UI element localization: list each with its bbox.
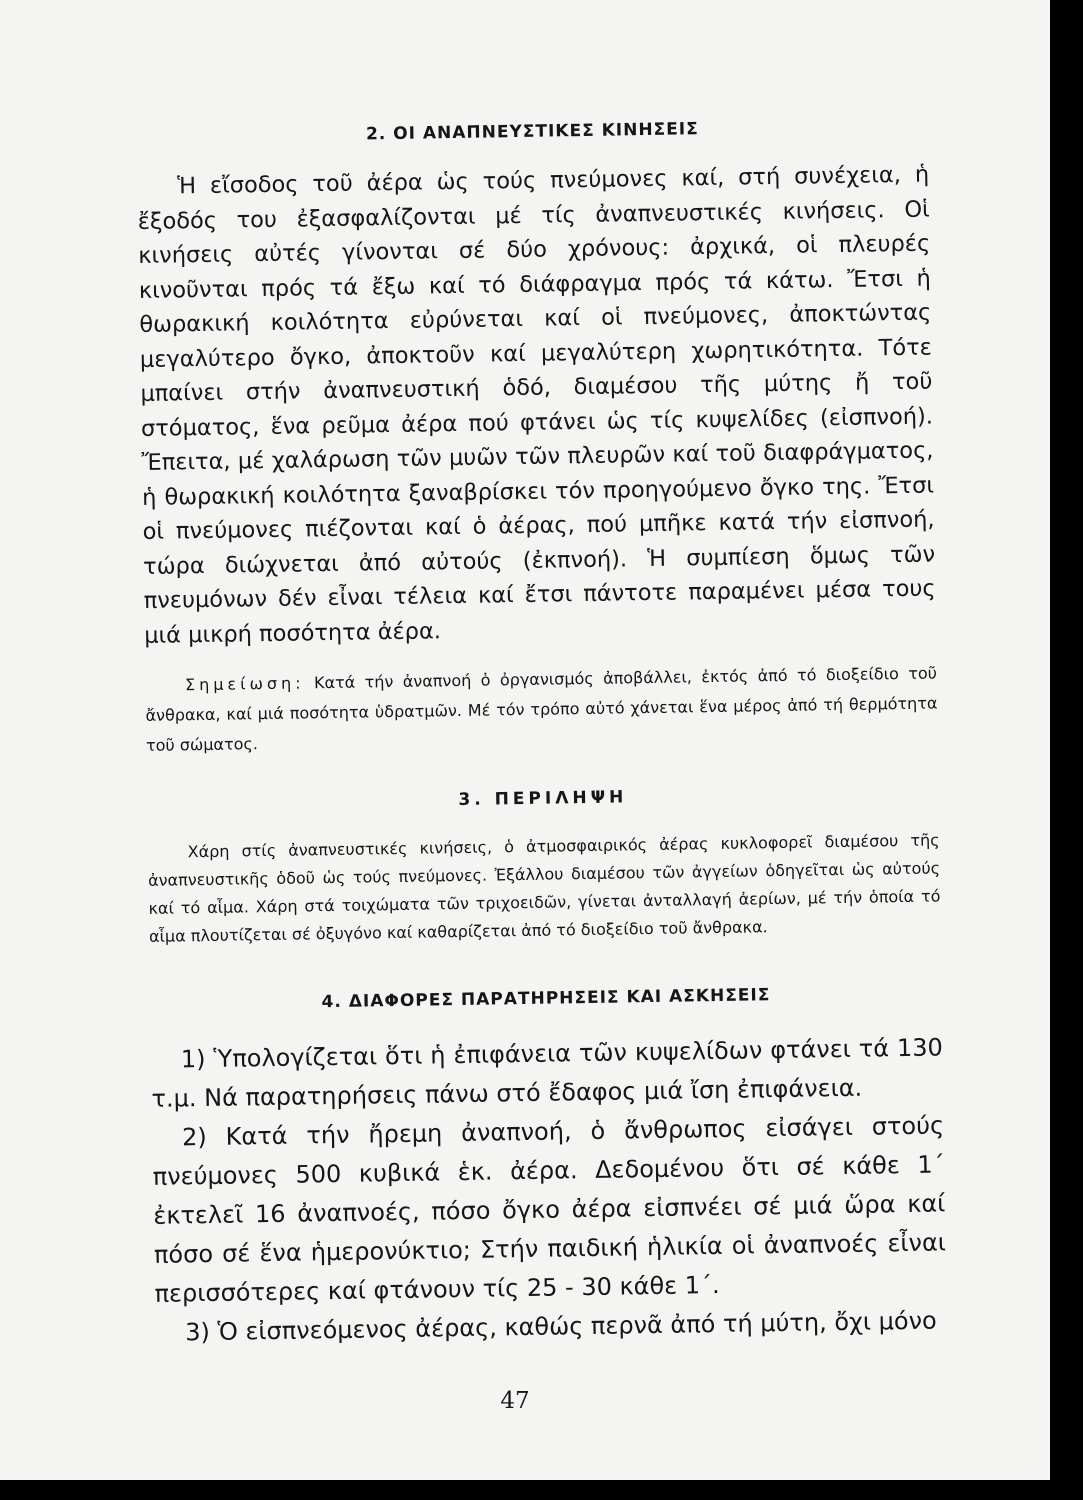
note-label: Σημείωση: bbox=[184, 673, 305, 695]
exercise-2: 2) Κατά τήν ἤρεμη ἀναπνοή, ὁ ἄνθρωπος εἰσάγει στούς πνεύμονες 500 κυβικά ἑκ. ἀέρα. Δεδομένου ὅτι σέ κάθε 1΄ ἐκτελεῖ 16 ἀναπνοές, πόσο ὄγκο ἀέρα εἰσπνέει σέ μιά ὥρα καί πόσο σέ ἕνα ἡμερονύκτιο; Στήν παιδική ἡλικία οἱ ἀναπνοές εἶναι περισσότερες καί φτάνουν τίς 25 - 30 κάθε 1΄. bbox=[152, 1111, 947, 1308]
page-content bbox=[136, 98, 947, 1353]
section-2-body: Ἡ εἴσοδος τοῦ ἀέρα ὡς τούς πνεύμονες καί, στή συνέχεια, ἡ ἔξοδός του ἐξασφαλίζονται μέ τίς ἀναπνευστικές κινήσεις. Οἱ κινήσεις αὐτές γίνονται σέ δύο χρόνους: ἀρχικά, οἱ πλευρές κινοῦνται πρός τά ἔξω καί τό διάφραγμα πρός τά κάτω. Ἔτσι ἡ θωρακική κοιλότητα εὐρύνεται καί οἱ πνεύμονες, ἀποκτώντας μεγαλύτερο ὄγκο, ἀποκτοῦν καί μεγαλύτερη χωρητικότητα. Τότε μπαίνει στήν ἀναπνευστική ὁδό, διαμέσου τῆς μύτης ἤ τοῦ στόματος, ἕνα ρεῦμα ἀέρα πού φτάνει ὡς τίς κυψελίδες (εἰσπνοή). Ἔπειτα, μέ χαλάρωση τῶν μυῶν τῶν πλευρῶν καί τοῦ διαφράγματος, ἡ θωρακική κοιλότητα ξαναβρίσκει τόν προηγούμενο ὄγκο της. Ἔτσι οἱ πνεύμονες πιέζονται καί ὁ ἀέρας, πού μπῆκε κατά τήν εἰσπνοή, τώρα διώχνεται ἀπό αὐτούς (ἐκπνοή). Ἡ συμπίεση ὅμως τῶν πνευμόνων δέν εἶναι τέλεια καί ἔτσι πάντοτε παραμένει μέσα τους μιά μικρή ποσότητα ἀέρα. bbox=[137, 161, 936, 649]
page-number: 47 bbox=[500, 1388, 530, 1414]
exercise-3: 3) Ὁ εἰσπνεόμενος ἀέρας, καθώς περνᾶ ἀπό τή μύτη, ὄχι μόνο bbox=[184, 1306, 937, 1347]
scan-border-bottom bbox=[0, 1480, 1083, 1500]
exercise-1: 1) Ὑπολογίζεται ὅτι ἡ ἐπιφάνεια τῶν κυψελίδων φτάνει τά 130 τ.μ. Νά παρατηρήσεις πάνω στό ἔδαφος μιά ἴση ἐπιφάνεια. bbox=[151, 1033, 944, 1113]
section-3-title: 3. ΠΕΡΙΛΗΨΗ bbox=[458, 787, 628, 811]
note-text: Κατά τήν ἀναπνοή ὁ ὀργανισμός ἀποβάλλει, ἐκτός ἀπό τό διοξείδιο τοῦ ἄνθρακα, καί μιά ποσότητα ὑδρατμῶν. Μέ τόν τρόπο αὐτό χάνεται ἕνα μέρος ἀπό τή θερμότητα τοῦ σώματος. bbox=[145, 663, 938, 755]
section-3-body: Χάρη στίς ἀναπνευστικές κινήσεις, ὁ ἀτμοσφαιρικός ἀέρας κυκλοφορεῖ διαμέσου τῆς ἀναπνευστικῆς ὁδοῦ ὡς τούς πνεύμονες. Ἐξάλλου διαμέσου τῶν ἀγγείων ὁδηγεῖται ὡς αὐτούς καί τό αἷμα. Χάρη στά τοιχώματα τῶν τριχοειδῶν, γίνεται ἀνταλλαγή ἀερίων, μέ τήν ὁποία τό αἷμα πλουτίζεται σέ ὀξυγόνο καί καθαρίζεται ἀπό τό διοξείδιο τοῦ ἄνθρακα. bbox=[147, 830, 941, 946]
section-2-note bbox=[145, 658, 938, 760]
section-2-title: 2. ΟΙ ΑΝΑΠΝΕΥΣΤΙΚΕΣ ΚΙΝΗΣΕΙΣ bbox=[365, 119, 699, 145]
section-4-title: 4. ΔΙΑΦΟΡΕΣ ΠΑΡΑΤΗΡΗΣΕΙΣ ΚΑΙ ΑΣΚΗΣΕΙΣ bbox=[321, 985, 771, 1013]
scan-border-right bbox=[1050, 0, 1083, 1500]
